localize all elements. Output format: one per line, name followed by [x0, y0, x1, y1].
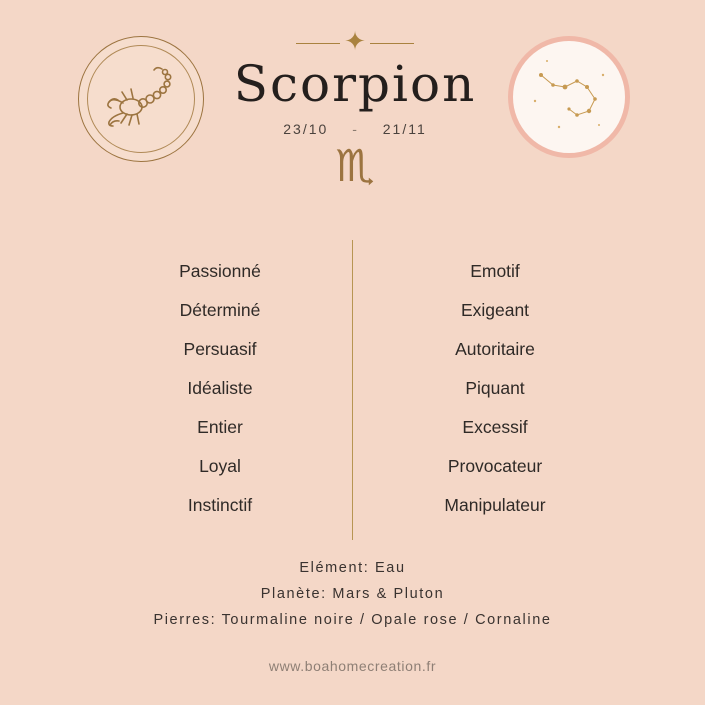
- trait-item: Provocateur: [447, 456, 543, 476]
- trait-item: Emotif: [470, 261, 520, 281]
- scorpion-icon: [97, 55, 187, 145]
- sign-dates: [205, 121, 505, 137]
- trait-item: Persuasif: [183, 339, 257, 359]
- positive-traits-column: [70, 252, 370, 525]
- negative-traits-column: [345, 252, 645, 525]
- info-section: [0, 555, 705, 633]
- header-area: [0, 0, 705, 230]
- scorpion-emblem-medallion: [78, 36, 204, 162]
- planet-line: Planète: Mars & Pluton: [260, 586, 445, 602]
- trait-item: Entier: [197, 417, 243, 437]
- trait-item: Instinctif: [187, 495, 253, 515]
- sign-name: Scorpion: [233, 55, 477, 113]
- scorpio-glyph-icon: ♏: [335, 140, 375, 192]
- trait-item: Piquant: [465, 378, 525, 398]
- element-line: Elément: Eau: [299, 560, 406, 576]
- website-url[interactable]: www.boahomecreation.fr: [268, 658, 437, 674]
- trait-item: Excessif: [462, 417, 528, 437]
- trait-item: Exigeant: [460, 300, 530, 320]
- date-end: 21/11: [382, 120, 427, 137]
- date-separator: -: [352, 120, 359, 137]
- trait-item: Manipulateur: [444, 495, 546, 515]
- constellation-circle: [508, 36, 630, 158]
- constellation-icon: [513, 41, 625, 153]
- trait-item: Déterminé: [179, 300, 261, 320]
- stones-line: Pierres: Tourmaline noire / Opale rose / Cornaline: [153, 612, 552, 628]
- trait-item: Loyal: [199, 456, 241, 476]
- star-divider-icon: ✦: [205, 28, 505, 56]
- trait-item: Idéaliste: [187, 378, 253, 398]
- trait-item: Passionné: [179, 261, 261, 281]
- trait-item: Autoritaire: [455, 339, 535, 359]
- date-start: 23/10: [283, 120, 329, 137]
- title-block: [205, 26, 505, 192]
- traits-section: [0, 240, 705, 540]
